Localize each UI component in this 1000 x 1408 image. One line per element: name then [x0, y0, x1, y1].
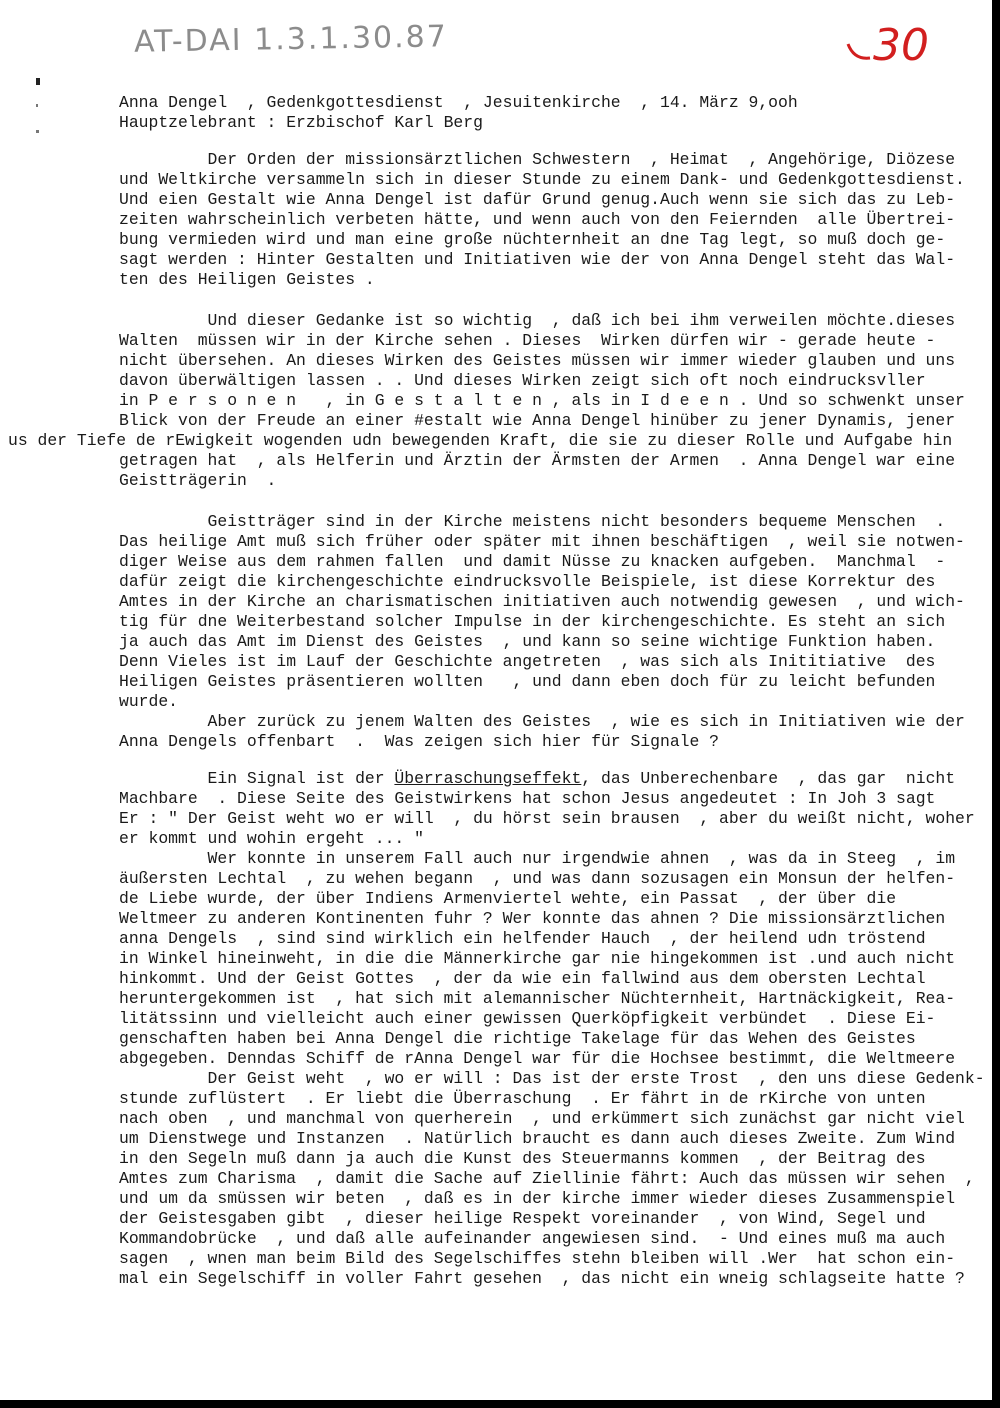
text-line: er kommt und wohin ergeht ... ": [119, 829, 424, 848]
text-line: sagt werden : Hinter Gestalten und Initiativen wie der von Anna Dengel steht das Wal-: [119, 250, 956, 269]
text-line: wurde.: [119, 692, 179, 711]
text-line: zeiten wahrscheinlich verbeten hätte, und wenn auch von den Feiernden alle Übertrei-: [119, 210, 956, 229]
text-line: us der Tiefe de rEwigkeit wogenden udn bewegenden Kraft, die sie zu dieser Rolle und Aufgabe hin: [8, 431, 953, 450]
text-line: Anna Dengel , Gedenkgottesdienst , Jesuitenkirche , 14. März 9,ooh: [119, 93, 798, 112]
text-line: Hauptzelebrant : Erzbischof Karl Berg: [119, 113, 483, 132]
text-line: Der Orden der missionsärztlichen Schwestern , Heimat , Angehörige, Diözese: [119, 150, 956, 169]
text-line: Der Geist weht , wo er will : Das ist der erste Trost , den uns diese Gedenk-: [119, 1069, 985, 1088]
text-line: in den Segeln muß dann ja auch die Kunst des Steuermanns kommen , der Beitrag des: [119, 1149, 926, 1168]
text-line: Blick von der Freude an einer #estalt wie Anna Dengel hinüber zu jener Dynamis, jener: [119, 411, 956, 430]
text-line: Amtes zum Charisma , damit die Sache auf Ziellinie fährt: Auch das müssen wir sehen ,: [119, 1169, 975, 1188]
text-line: Denn Vieles ist im Lauf der Geschichte angetreten , was sich als Inititiative des: [119, 652, 936, 671]
text-line: Heiligen Geistes präsentieren wollten , und dann eben doch für zu leicht befunden: [119, 672, 936, 691]
text-line: Wer konnte in unserem Fall auch nur irgendwie ahnen , was da in Steeg , im: [119, 849, 956, 868]
text-line: getragen hat , als Helferin und Ärztin der Ärmsten der Armen . Anna Dengel war eine: [119, 451, 956, 470]
text-line: nicht übersehen. An dieses Wirken des Geistes müssen wir immer wieder glauben und uns: [119, 351, 956, 370]
text-line: nach oben , und manchmal von querherein , und erkümmert sich zunächst gar nicht viel: [119, 1109, 965, 1128]
text-line: sagen , wnen man beim Bild des Segelschiffes stehn bleiben will .Wer hat schon ein-: [119, 1249, 956, 1268]
page-number-hook: [846, 40, 872, 62]
text-line: abgegeben. Denndas Schiff de rAnna Dengel war für die Hochsee bestimmt, die Weltmeere: [119, 1049, 956, 1068]
text-line: ten des Heiligen Geistes .: [119, 270, 375, 289]
text-line: tig für dne Weiterbestand solcher Impulse in der kirchengeschichte. Es steht an sich: [119, 612, 946, 631]
text-line: stunde zuflüstert . Er liebt die Überraschung . Er fährt in de rKirche von unten: [119, 1089, 926, 1108]
text-line: Anna Dengels offenbart . Was zeigen sich hier für Signale ?: [119, 732, 719, 751]
text-line: Geistträgerin .: [119, 471, 277, 490]
text-line: de Liebe wurde, der über Indiens Armenviertel wehte, ein Passat , der über die: [119, 889, 897, 908]
text-line: Walten müssen wir in der Kirche sehen . Dieses Wirken dürfen wir - gerade heute -: [119, 331, 936, 350]
text-line: litätssinn und vielleicht auch einer gewissen Querköpfigkeit verbündet . Diese Ei-: [119, 1009, 936, 1028]
text-line: in P e r s o n e n , in G e s t a l t e n , als in I d e e n . Und so schwenkt unser: [119, 391, 965, 410]
text-line: Das heilige Amt muß sich früher oder später mit ihnen beschäftigen , weil sie notwen-: [119, 532, 965, 551]
underlined-term: Überraschungseffekt: [394, 769, 582, 788]
text-line: Kommandobrücke , und daß alle aufeinander angewiesen sind. - Und eines muß ma auch: [119, 1229, 946, 1248]
text-line: und Weltkirche versammeln sich in dieser Stunde zu einem Dank- und Gedenkgottesdienst.: [119, 170, 965, 189]
text-line: Machbare . Diese Seite des Geistwirkens hat schon Jesus angedeutet : In Joh 3 sagt: [119, 789, 936, 808]
text-line: hinkommt. Und der Geist Gottes , der da wie ein fallwind aus dem obersten Lechtal: [119, 969, 926, 988]
text-line: bung vermieden wird und man eine große nüchternheit an dne Tag legt, so muß doch ge-: [119, 230, 946, 249]
text-line: dafür zeigt die kirchengeschichte eindrucksvolle Beispiele, ist diese Korrektur des: [119, 572, 936, 591]
text-line: genschaften haben bei Anna Dengel die richtige Takelage für das Wehen des Geistes: [119, 1029, 916, 1048]
text-line: Amtes in der Kirche an charismatischen initiativen auch notwendig gewesen , und wich-: [119, 592, 965, 611]
text-line: Und eien Gestalt wie Anna Dengel ist dafür Grund genug.Auch wenn sie sich das zu Leb-: [119, 190, 956, 209]
text-line: und um da smüssen wir beten , daß es in der kirche immer wieder dieses Zusammenspiel: [119, 1189, 956, 1208]
text-line: um Dienstwege und Instanzen . Natürlich braucht es dann auch dieses Zweite. Zum Wind: [119, 1129, 956, 1148]
margin-mark: [36, 78, 40, 85]
text-line: davon überwältigen lassen . . Und dieses Wirken zeigt sich oft noch eindrucksvller: [119, 371, 926, 390]
text-line: äußersten Lechtal , zu wehen begann , und was dann sozusagen ein Monsun der helfen-: [119, 869, 956, 888]
text-line: Und dieser Gedanke ist so wichtig , daß ich bei ihm verweilen möchte.dieses: [119, 311, 956, 330]
text-line: Geistträger sind in der Kirche meistens nicht besonders bequeme Menschen .: [119, 512, 946, 531]
text-line: ja auch das Amt im Dienst des Geistes , und kann so seine wichtige Funktion haben.: [119, 632, 936, 651]
text-line: anna Dengels , sind sind wirklich ein helfender Hauch , der heilend udn tröstend: [119, 929, 926, 948]
text-line: diger Weise aus dem rahmen fallen und damit Nüsse zu knacken aufgeben. Manchmal -: [119, 552, 946, 571]
margin-mark: [36, 104, 38, 107]
text-line: heruntergekommen ist , hat sich mit alemannischer Nüchternheit, Hartnäckigkeit, Rea-: [119, 989, 956, 1008]
text-line: mal ein Segelschiff in voller Fahrt gesehen , das nicht ein wneig schlagseite hatte ?: [119, 1269, 965, 1288]
page-number: 30: [873, 20, 929, 71]
text-line: der Geistesgaben gibt , dieser heilige Respekt voreinander , von Wind, Segel und: [119, 1209, 926, 1228]
text-line: Er : " Der Geist weht wo er will , du hörst sein brausen , aber du weißt nicht, woher: [119, 809, 975, 828]
text-line: Aber zurück zu jenem Walten des Geistes , wie es sich in Initiativen wie der: [119, 712, 965, 731]
archive-number: AT-DAI 1.3.1.30.87: [133, 19, 449, 60]
text-line: Ein Signal ist der Überraschungseffekt, das Unberechenbare , das gar nicht: [119, 769, 956, 788]
text-line: in Winkel hineinweht, in die die Männerkirche gar nie hingekommen ist .und auch nicht: [119, 949, 956, 968]
margin-mark: [36, 130, 39, 133]
text-line: Weltmeer zu anderen Kontinenten fuhr ? Wer konnte das ahnen ? Die missionsärztlichen: [119, 909, 946, 928]
